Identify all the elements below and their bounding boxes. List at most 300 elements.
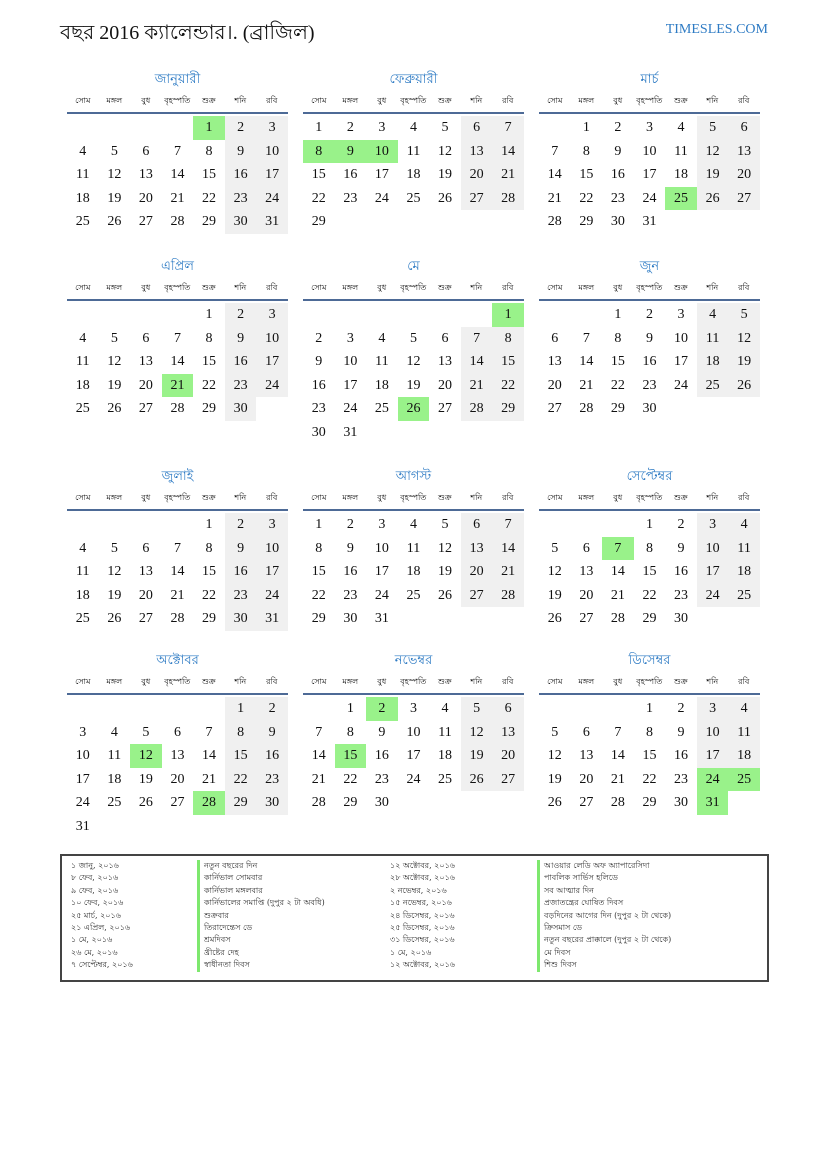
day-cell[interactable]: 26	[547, 795, 562, 811]
day-cell[interactable]: 9	[346, 540, 354, 556]
day-cell[interactable]: 13	[438, 354, 453, 370]
day-cell[interactable]: 17	[697, 744, 729, 768]
day-cell[interactable]: 19	[697, 163, 729, 187]
day-cell[interactable]: 23	[225, 374, 257, 398]
day-cell[interactable]: 1	[315, 517, 323, 532]
day-cell[interactable]: 9	[378, 724, 386, 740]
holiday-day-cell[interactable]: 15	[335, 744, 367, 768]
day-cell[interactable]: 16	[225, 560, 257, 584]
day-cell[interactable]: 5	[441, 517, 449, 532]
day-cell[interactable]: 16	[256, 744, 288, 768]
day-cell[interactable]: 18	[697, 350, 729, 374]
holiday-day-cell[interactable]: 9	[335, 140, 367, 164]
day-cell[interactable]: 14	[311, 748, 326, 764]
day-cell[interactable]: 22	[225, 768, 257, 792]
day-cell[interactable]: 7	[205, 724, 213, 740]
day-cell[interactable]: 18	[75, 377, 90, 393]
day-cell[interactable]: 2	[346, 120, 354, 135]
day-cell[interactable]: 29	[202, 611, 217, 627]
day-cell[interactable]: 19	[547, 771, 562, 787]
holiday-day-cell[interactable]: 2	[366, 697, 398, 721]
day-cell[interactable]: 5	[461, 697, 493, 721]
day-cell[interactable]: 18	[674, 167, 689, 183]
holiday-day-cell[interactable]: 24	[697, 768, 729, 792]
day-cell[interactable]: 12	[438, 540, 453, 556]
day-cell[interactable]: 18	[75, 587, 90, 603]
day-cell[interactable]: 31	[642, 214, 657, 230]
day-cell[interactable]: 22	[311, 190, 326, 206]
day-cell[interactable]: 12	[107, 564, 122, 580]
day-cell[interactable]: 5	[142, 724, 150, 740]
day-cell[interactable]: 10	[642, 143, 657, 159]
day-cell[interactable]: 20	[138, 377, 153, 393]
day-cell[interactable]: 5	[110, 540, 118, 556]
day-cell[interactable]: 23	[374, 771, 389, 787]
day-cell[interactable]: 21	[547, 190, 562, 206]
day-cell[interactable]: 29	[610, 401, 625, 417]
day-cell[interactable]: 9	[256, 721, 288, 745]
day-cell[interactable]: 21	[461, 374, 493, 398]
day-cell[interactable]: 21	[610, 587, 625, 603]
day-cell[interactable]: 3	[697, 513, 729, 537]
day-cell[interactable]: 14	[170, 564, 185, 580]
day-cell[interactable]: 12	[547, 748, 562, 764]
day-cell[interactable]: 27	[170, 795, 185, 811]
day-cell[interactable]: 25	[728, 584, 760, 608]
day-cell[interactable]: 3	[256, 303, 288, 327]
day-cell[interactable]: 13	[461, 537, 493, 561]
day-cell[interactable]: 12	[107, 167, 122, 183]
day-cell[interactable]: 28	[492, 584, 524, 608]
day-cell[interactable]: 2	[225, 303, 257, 327]
day-cell[interactable]: 2	[677, 701, 685, 716]
day-cell[interactable]: 20	[492, 744, 524, 768]
day-cell[interactable]: 10	[256, 327, 288, 351]
day-cell[interactable]: 1	[346, 701, 354, 716]
day-cell[interactable]: 27	[138, 401, 153, 417]
day-cell[interactable]: 11	[406, 540, 421, 556]
day-cell[interactable]: 16	[642, 354, 657, 370]
day-cell[interactable]: 18	[75, 190, 90, 206]
day-cell[interactable]: 6	[492, 697, 524, 721]
day-cell[interactable]: 27	[438, 401, 453, 417]
day-cell[interactable]: 6	[461, 513, 493, 537]
day-cell[interactable]: 15	[642, 564, 657, 580]
day-cell[interactable]: 5	[697, 116, 729, 140]
day-cell[interactable]: 17	[256, 350, 288, 374]
day-cell[interactable]: 30	[225, 607, 257, 631]
holiday-day-cell[interactable]: 25	[728, 768, 760, 792]
holiday-day-cell[interactable]: 26	[398, 397, 430, 421]
day-cell[interactable]: 22	[202, 587, 217, 603]
day-cell[interactable]: 3	[256, 513, 288, 537]
day-cell[interactable]: 17	[343, 377, 358, 393]
day-cell[interactable]: 2	[256, 697, 288, 721]
day-cell[interactable]: 1	[205, 307, 213, 322]
day-cell[interactable]: 3	[378, 517, 386, 532]
day-cell[interactable]: 30	[642, 401, 657, 417]
day-cell[interactable]: 14	[170, 167, 185, 183]
day-cell[interactable]: 11	[728, 537, 760, 561]
day-cell[interactable]: 7	[173, 540, 181, 556]
day-cell[interactable]: 15	[202, 354, 217, 370]
holiday-day-cell[interactable]: 28	[193, 791, 225, 815]
day-cell[interactable]: 13	[492, 721, 524, 745]
day-cell[interactable]: 26	[547, 611, 562, 627]
day-cell[interactable]: 28	[170, 611, 185, 627]
day-cell[interactable]: 6	[461, 116, 493, 140]
day-cell[interactable]: 5	[728, 303, 760, 327]
day-cell[interactable]: 12	[547, 564, 562, 580]
day-cell[interactable]: 7	[582, 330, 590, 346]
day-cell[interactable]: 1	[614, 307, 622, 322]
day-cell[interactable]: 23	[610, 190, 625, 206]
day-cell[interactable]: 19	[461, 744, 493, 768]
day-cell[interactable]: 8	[346, 724, 354, 740]
day-cell[interactable]: 29	[225, 791, 257, 815]
day-cell[interactable]: 26	[697, 187, 729, 211]
day-cell[interactable]: 7	[492, 116, 524, 140]
day-cell[interactable]: 21	[579, 377, 594, 393]
day-cell[interactable]: 15	[642, 748, 657, 764]
day-cell[interactable]: 6	[728, 116, 760, 140]
day-cell[interactable]: 7	[492, 513, 524, 537]
day-cell[interactable]: 10	[697, 537, 729, 561]
day-cell[interactable]: 21	[170, 587, 185, 603]
day-cell[interactable]: 27	[728, 187, 760, 211]
day-cell[interactable]: 1	[645, 517, 653, 532]
day-cell[interactable]: 17	[75, 771, 90, 787]
day-cell[interactable]: 30	[610, 214, 625, 230]
day-cell[interactable]: 12	[406, 354, 421, 370]
day-cell[interactable]: 5	[551, 540, 559, 556]
day-cell[interactable]: 6	[142, 143, 150, 159]
holiday-day-cell[interactable]: 1	[492, 303, 524, 327]
day-cell[interactable]: 3	[645, 120, 653, 135]
day-cell[interactable]: 16	[225, 350, 257, 374]
day-cell[interactable]: 17	[256, 560, 288, 584]
day-cell[interactable]: 20	[138, 587, 153, 603]
day-cell[interactable]: 25	[406, 587, 421, 603]
day-cell[interactable]: 29	[202, 401, 217, 417]
day-cell[interactable]: 7	[614, 724, 622, 740]
day-cell[interactable]: 13	[579, 748, 594, 764]
day-cell[interactable]: 14	[579, 354, 594, 370]
day-cell[interactable]: 8	[205, 143, 213, 159]
day-cell[interactable]: 25	[75, 214, 90, 230]
day-cell[interactable]: 15	[202, 564, 217, 580]
day-cell[interactable]: 17	[374, 167, 389, 183]
day-cell[interactable]: 24	[642, 190, 657, 206]
day-cell[interactable]: 10	[406, 724, 421, 740]
day-cell[interactable]: 17	[406, 748, 421, 764]
day-cell[interactable]: 2	[677, 517, 685, 532]
day-cell[interactable]: 7	[461, 327, 493, 351]
day-cell[interactable]: 27	[461, 584, 493, 608]
day-cell[interactable]: 4	[79, 540, 87, 556]
day-cell[interactable]: 5	[441, 120, 449, 135]
day-cell[interactable]: 11	[674, 143, 688, 159]
day-cell[interactable]: 8	[315, 540, 323, 556]
day-cell[interactable]: 20	[461, 560, 493, 584]
day-cell[interactable]: 6	[173, 724, 181, 740]
day-cell[interactable]: 4	[728, 513, 760, 537]
day-cell[interactable]: 3	[378, 120, 386, 135]
day-cell[interactable]: 3	[256, 116, 288, 140]
day-cell[interactable]: 24	[374, 190, 389, 206]
day-cell[interactable]: 16	[374, 748, 389, 764]
day-cell[interactable]: 4	[378, 330, 386, 346]
day-cell[interactable]: 25	[374, 401, 389, 417]
day-cell[interactable]: 31	[75, 818, 90, 834]
day-cell[interactable]: 11	[76, 564, 90, 580]
day-cell[interactable]: 28	[311, 795, 326, 811]
day-cell[interactable]: 15	[225, 744, 257, 768]
day-cell[interactable]: 23	[343, 587, 358, 603]
day-cell[interactable]: 26	[438, 190, 453, 206]
day-cell[interactable]: 20	[438, 377, 453, 393]
day-cell[interactable]: 30	[225, 397, 257, 421]
day-cell[interactable]: 12	[728, 327, 760, 351]
day-cell[interactable]: 10	[256, 140, 288, 164]
day-cell[interactable]: 16	[343, 167, 358, 183]
day-cell[interactable]: 4	[110, 724, 118, 740]
holiday-day-cell[interactable]: 7	[602, 537, 634, 561]
day-cell[interactable]: 28	[610, 611, 625, 627]
day-cell[interactable]: 11	[107, 748, 122, 764]
day-cell[interactable]: 24	[374, 587, 389, 603]
day-cell[interactable]: 13	[138, 564, 153, 580]
day-cell[interactable]: 24	[406, 771, 421, 787]
day-cell[interactable]: 14	[547, 167, 562, 183]
day-cell[interactable]: 27	[138, 214, 153, 230]
day-cell[interactable]: 12	[697, 140, 729, 164]
day-cell[interactable]: 14	[492, 537, 524, 561]
day-cell[interactable]: 17	[642, 167, 657, 183]
day-cell[interactable]: 15	[610, 354, 625, 370]
day-cell[interactable]: 6	[582, 540, 590, 556]
day-cell[interactable]: 20	[138, 190, 153, 206]
day-cell[interactable]: 12	[438, 143, 453, 159]
day-cell[interactable]: 31	[343, 424, 358, 440]
day-cell[interactable]: 21	[170, 190, 185, 206]
day-cell[interactable]: 25	[75, 401, 90, 417]
day-cell[interactable]: 8	[205, 540, 213, 556]
day-cell[interactable]: 11	[438, 724, 452, 740]
day-cell[interactable]: 24	[343, 401, 358, 417]
day-cell[interactable]: 11	[76, 167, 90, 183]
day-cell[interactable]: 28	[170, 401, 185, 417]
day-cell[interactable]: 8	[225, 721, 257, 745]
holiday-day-cell[interactable]: 8	[303, 140, 335, 164]
day-cell[interactable]: 18	[107, 771, 122, 787]
day-cell[interactable]: 2	[225, 513, 257, 537]
day-cell[interactable]: 21	[610, 771, 625, 787]
site-link[interactable]: TIMESLES.COM	[665, 22, 768, 37]
day-cell[interactable]: 8	[645, 724, 653, 740]
holiday-day-cell[interactable]: 10	[366, 140, 398, 164]
day-cell[interactable]: 21	[492, 163, 524, 187]
holiday-day-cell[interactable]: 12	[130, 744, 162, 768]
day-cell[interactable]: 18	[374, 377, 389, 393]
day-cell[interactable]: 10	[674, 330, 689, 346]
day-cell[interactable]: 1	[582, 120, 590, 135]
day-cell[interactable]: 14	[610, 748, 625, 764]
day-cell[interactable]: 24	[674, 377, 689, 393]
day-cell[interactable]: 7	[173, 143, 181, 159]
day-cell[interactable]: 28	[579, 401, 594, 417]
day-cell[interactable]: 18	[438, 748, 453, 764]
day-cell[interactable]: 22	[642, 771, 657, 787]
day-cell[interactable]: 9	[645, 330, 653, 346]
day-cell[interactable]: 9	[225, 537, 257, 561]
day-cell[interactable]: 13	[728, 140, 760, 164]
day-cell[interactable]: 14	[461, 350, 493, 374]
day-cell[interactable]: 23	[674, 771, 689, 787]
day-cell[interactable]: 24	[256, 374, 288, 398]
day-cell[interactable]: 8	[645, 540, 653, 556]
day-cell[interactable]: 19	[107, 190, 122, 206]
day-cell[interactable]: 18	[728, 560, 760, 584]
day-cell[interactable]: 25	[107, 795, 122, 811]
day-cell[interactable]: 29	[343, 795, 358, 811]
holiday-day-cell[interactable]: 1	[193, 116, 225, 140]
day-cell[interactable]: 29	[311, 214, 326, 230]
day-cell[interactable]: 30	[374, 795, 389, 811]
day-cell[interactable]: 23	[256, 768, 288, 792]
day-cell[interactable]: 25	[75, 611, 90, 627]
day-cell[interactable]: 4	[677, 120, 685, 135]
day-cell[interactable]: 2	[645, 307, 653, 322]
day-cell[interactable]: 24	[256, 187, 288, 211]
day-cell[interactable]: 22	[642, 587, 657, 603]
day-cell[interactable]: 5	[551, 724, 559, 740]
day-cell[interactable]: 6	[142, 330, 150, 346]
day-cell[interactable]: 21	[311, 771, 326, 787]
day-cell[interactable]: 23	[674, 587, 689, 603]
day-cell[interactable]: 14	[202, 748, 217, 764]
day-cell[interactable]: 6	[551, 330, 559, 346]
day-cell[interactable]: 16	[343, 564, 358, 580]
day-cell[interactable]: 27	[579, 795, 594, 811]
day-cell[interactable]: 22	[202, 190, 217, 206]
day-cell[interactable]: 4	[728, 697, 760, 721]
day-cell[interactable]: 16	[674, 748, 689, 764]
day-cell[interactable]: 16	[610, 167, 625, 183]
day-cell[interactable]: 27	[547, 401, 562, 417]
day-cell[interactable]: 31	[256, 210, 288, 234]
day-cell[interactable]: 29	[579, 214, 594, 230]
day-cell[interactable]: 13	[547, 354, 562, 370]
day-cell[interactable]: 11	[406, 143, 421, 159]
day-cell[interactable]: 9	[677, 540, 685, 556]
day-cell[interactable]: 29	[311, 611, 326, 627]
day-cell[interactable]: 22	[311, 587, 326, 603]
day-cell[interactable]: 21	[492, 560, 524, 584]
day-cell[interactable]: 5	[110, 330, 118, 346]
day-cell[interactable]: 16	[311, 377, 326, 393]
day-cell[interactable]: 8	[614, 330, 622, 346]
day-cell[interactable]: 3	[697, 697, 729, 721]
day-cell[interactable]: 11	[697, 327, 729, 351]
day-cell[interactable]: 14	[170, 354, 185, 370]
day-cell[interactable]: 26	[728, 374, 760, 398]
day-cell[interactable]: 19	[728, 350, 760, 374]
day-cell[interactable]: 11	[76, 354, 90, 370]
day-cell[interactable]: 8	[582, 143, 590, 159]
day-cell[interactable]: 31	[256, 607, 288, 631]
day-cell[interactable]: 5	[110, 143, 118, 159]
day-cell[interactable]: 20	[461, 163, 493, 187]
day-cell[interactable]: 17	[256, 163, 288, 187]
day-cell[interactable]: 10	[697, 721, 729, 745]
day-cell[interactable]: 1	[225, 697, 257, 721]
day-cell[interactable]: 22	[202, 377, 217, 393]
day-cell[interactable]: 25	[697, 374, 729, 398]
day-cell[interactable]: 20	[579, 587, 594, 603]
day-cell[interactable]: 23	[343, 190, 358, 206]
day-cell[interactable]: 30	[674, 611, 689, 627]
day-cell[interactable]: 4	[79, 143, 87, 159]
day-cell[interactable]: 15	[492, 350, 524, 374]
day-cell[interactable]: 12	[107, 354, 122, 370]
day-cell[interactable]: 30	[343, 611, 358, 627]
day-cell[interactable]: 23	[311, 401, 326, 417]
day-cell[interactable]: 30	[311, 424, 326, 440]
day-cell[interactable]: 20	[579, 771, 594, 787]
day-cell[interactable]: 10	[343, 354, 358, 370]
day-cell[interactable]: 19	[406, 377, 421, 393]
day-cell[interactable]: 26	[461, 768, 493, 792]
day-cell[interactable]: 10	[374, 540, 389, 556]
day-cell[interactable]: 11	[728, 721, 760, 745]
day-cell[interactable]: 19	[107, 587, 122, 603]
day-cell[interactable]: 30	[674, 795, 689, 811]
day-cell[interactable]: 3	[79, 724, 87, 740]
day-cell[interactable]: 30	[225, 210, 257, 234]
day-cell[interactable]: 15	[202, 167, 217, 183]
day-cell[interactable]: 13	[138, 167, 153, 183]
day-cell[interactable]: 4	[79, 330, 87, 346]
day-cell[interactable]: 21	[202, 771, 217, 787]
day-cell[interactable]: 4	[441, 701, 449, 716]
day-cell[interactable]: 24	[256, 584, 288, 608]
day-cell[interactable]: 18	[728, 744, 760, 768]
day-cell[interactable]: 28	[492, 187, 524, 211]
holiday-day-cell[interactable]: 31	[697, 791, 729, 815]
holiday-day-cell[interactable]: 25	[665, 187, 697, 211]
day-cell[interactable]: 26	[107, 401, 122, 417]
day-cell[interactable]: 22	[492, 374, 524, 398]
day-cell[interactable]: 2	[225, 116, 257, 140]
day-cell[interactable]: 26	[138, 795, 153, 811]
day-cell[interactable]: 19	[438, 564, 453, 580]
day-cell[interactable]: 30	[256, 791, 288, 815]
day-cell[interactable]: 24	[697, 584, 729, 608]
day-cell[interactable]: 28	[547, 214, 562, 230]
day-cell[interactable]: 2	[315, 330, 323, 346]
day-cell[interactable]: 6	[142, 540, 150, 556]
day-cell[interactable]: 10	[75, 748, 90, 764]
day-cell[interactable]: 20	[170, 771, 185, 787]
day-cell[interactable]: 19	[107, 377, 122, 393]
day-cell[interactable]: 4	[409, 120, 417, 135]
day-cell[interactable]: 4	[697, 303, 729, 327]
day-cell[interactable]: 29	[642, 795, 657, 811]
day-cell[interactable]: 25	[438, 771, 453, 787]
day-cell[interactable]: 28	[461, 397, 493, 421]
day-cell[interactable]: 8	[492, 327, 524, 351]
